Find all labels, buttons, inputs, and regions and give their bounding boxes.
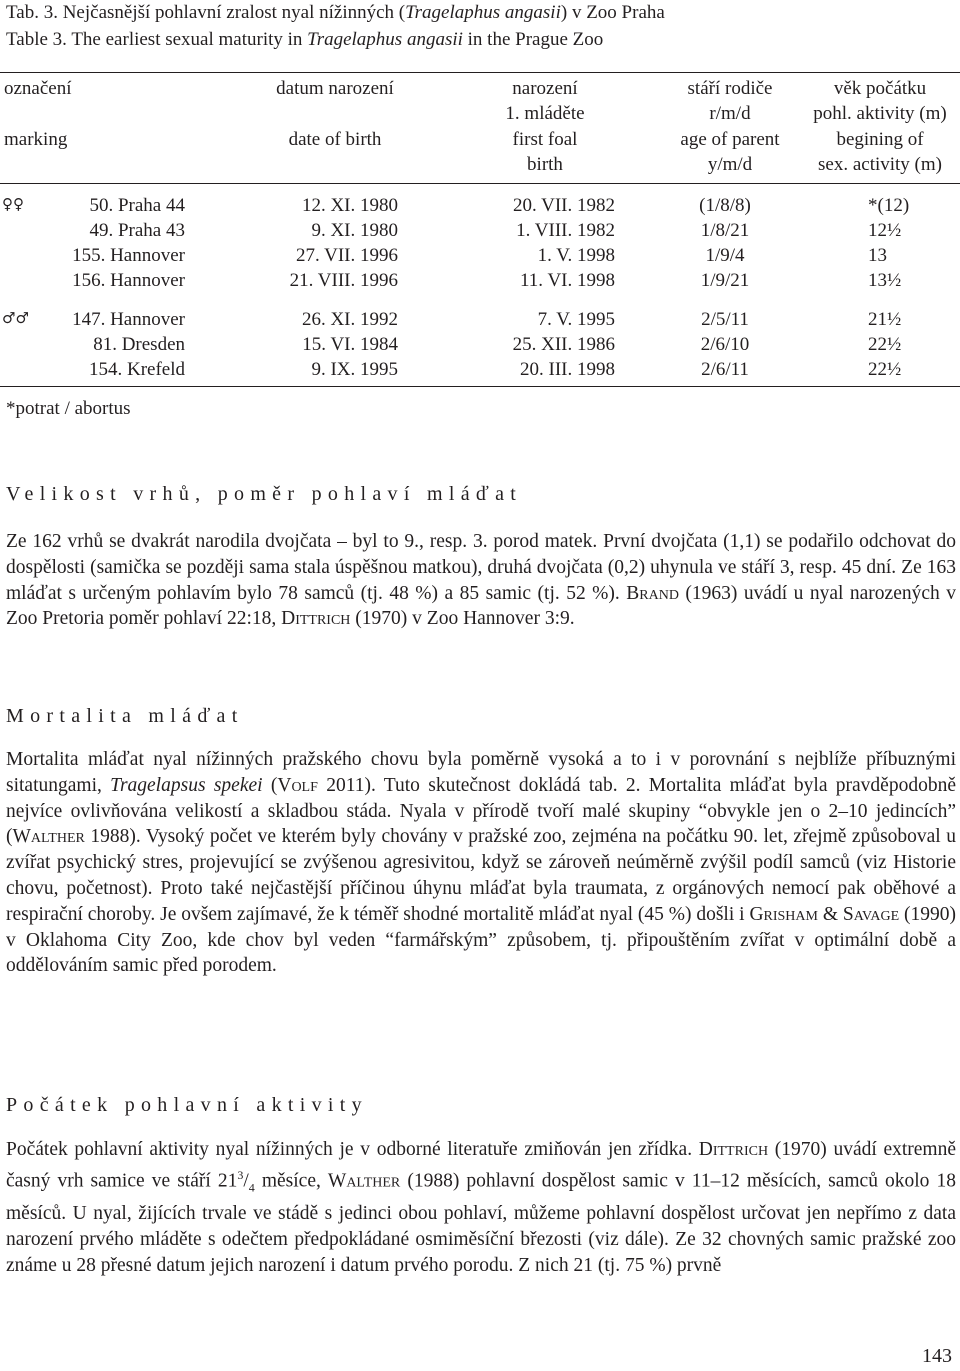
- cell-age: 2/6/11: [701, 359, 749, 380]
- section-paragraph-litter-size: Ze 162 vrhů se dvakrát narodila dvojčata – byl to 9., resp. 3. porod matek. První dvojčata (1,1) se podařilo odchovat do dospělosti (samička se později sama stala úspěšnou matkou), druhá dvojčata (0,2) uhynula ve stáří 3, resp. 45 dní. Ze 163 mláďat s určeným pohlavím bylo 78 samců (tj. 48 %) a 85 samic (tj. 52 %). Brand (1963) uvádí u nyal narozených v Zoo Pretoria poměr pohlaví 22:18, Dittrich (1970) v Zoo Hannover 3:9.: [6, 531, 956, 630]
- cell-onset: 13: [868, 245, 887, 266]
- header-age-cz2: r/m/d: [709, 103, 751, 124]
- cell-onset: 13½: [868, 270, 902, 291]
- table-bottom-rule: [0, 386, 960, 387]
- cell-marking: 154. Krefeld: [88, 359, 185, 380]
- cell-marking: 49. Praha 43: [89, 220, 185, 241]
- cell-onset: 12½: [868, 220, 902, 241]
- section-heading-sexual-activity: Počátek pohlavní aktivity: [6, 1094, 368, 1116]
- cell-dob: 9. XI. 1980: [311, 220, 398, 241]
- cell-first-foal: 20. VII. 1982: [512, 195, 615, 216]
- table-footnote: *potrat / abortus: [6, 398, 131, 419]
- cell-onset: 21½: [868, 309, 902, 330]
- section-heading-litter-size: Velikost vrhů, poměr pohlaví mláďat: [6, 483, 523, 505]
- page-number: 143: [922, 1345, 952, 1367]
- table-top-rule: [0, 72, 960, 73]
- female-symbol-icon: ♀♀: [2, 195, 24, 213]
- cell-age: 1/9/21: [700, 270, 750, 291]
- cell-first-foal: 11. VI. 1998: [520, 270, 615, 291]
- header-firstfoal-cz2: 1. mláděte: [505, 103, 585, 124]
- table-caption-en: Table 3. The earliest sexual maturity in Tragelaphus angasii in the Prague Zoo: [6, 29, 604, 50]
- cell-marking: 147. Hannover: [72, 309, 185, 330]
- header-dob-en: date of birth: [288, 129, 382, 150]
- header-age-cz1: stáří rodiče: [687, 78, 773, 99]
- cell-age: 1/8/21: [700, 220, 750, 241]
- cell-age: (1/8/8): [699, 195, 751, 216]
- section-paragraph-sexual-activity: Počátek pohlavní aktivity nyal nížinných je v odborné literatuře zmiňován jen zřídka. Dittrich (1970) uvádí extremně časný vrh samice ve stáří $21^3/_4$ měsíce, Walther (1988) pohlavní dospělost samic v 11–12 měsících, samců okolo 18 měsíců. U nyal, žijících trvale ve stádě s jedinci obou pohlaví, můžeme pohlavní dospělost určovat jen nepřímo z data narození prvého mláděte s odečtem předpokládané osmiměsíční březosti (viz dále). Ze 32 chovných samic pražské zoo známe u 28 přesné datum jejich narození i datum prvého porodu. Z nich 21 (tj. 75 %) prvně: [6, 1139, 957, 1276]
- cell-age: 2/6/10: [700, 334, 750, 355]
- header-onset-cz2: pohl. aktivity (m): [813, 103, 947, 124]
- cell-dob: 12. XI. 1980: [301, 195, 398, 216]
- header-marking-en: marking: [4, 129, 68, 150]
- cell-onset: *(12): [868, 195, 910, 216]
- cell-onset: 22½: [868, 359, 902, 380]
- section-paragraph-mortality: Mortalita mláďat nyal nížinných pražského chovu byla poměrně vysoká a to i v porovnání s nejblíže příbuznými sitatungami, Tragelapsus spekei (Volf 2011). Tuto skutečnost dokládá tab. 2. Mortalita mláďat byla pravděpodobně nejvíce ovlivňována velikostí a skladbou stáda. Nyala v přírodě tvoří malé skupiny “obvykle jen o 2–10 jedincích” (Walther 1988). Vysoký počet ve kterém byly chovány v pražské zoo, zejména na počátku 90. let, zřejmě způsoboval u zvířat psychický stres, projevující se zvýšenou agresivitou, když se zároveň neúměrně zvýšil podíl samců (viz Historie chovu, početnost). Proto také nejčastější příčinou úhynu mláďat byla traumata, z orgánových nemocí pak oběhové a respirační choroby. Je ovšem zajímavé, že k téměř shodné mortalitě mláďat nyal (45 %) došli i Grisham & Savage (1990) v Oklahoma City Zoo, kde chov byl veden “farmářským” způsobem, tj. připouštěním zvířat v optimální době a oddělováním samic před porodem.: [6, 749, 957, 977]
- cell-dob: 9. IX. 1995: [311, 359, 398, 380]
- cell-first-foal: 1. V. 1998: [537, 245, 615, 266]
- header-dob-cz: datum narození: [276, 78, 394, 99]
- cell-marking: 155. Hannover: [72, 245, 185, 266]
- header-firstfoal-en1: first foal: [512, 129, 578, 150]
- table-caption-cz: Tab. 3. Nejčasnější pohlavní zralost nyal nížinných (Tragelaphus angasii) v Zoo Praha: [6, 2, 665, 23]
- header-onset-cz1: věk počátku: [833, 78, 927, 99]
- cell-onset: 22½: [868, 334, 902, 355]
- header-marking-cz: označení: [4, 78, 72, 99]
- cell-first-foal: 1. VIII. 1982: [516, 220, 615, 241]
- header-firstfoal-en2: birth: [527, 154, 563, 175]
- cell-first-foal: 7. V. 1995: [537, 309, 615, 330]
- table-header-rule: [0, 183, 960, 184]
- cell-dob: 21. VIII. 1996: [289, 270, 398, 291]
- cell-dob: 15. VI. 1984: [302, 334, 398, 355]
- section-heading-mortality: Mortalita mláďat: [6, 705, 244, 727]
- cell-age: 1/9/4: [705, 245, 745, 266]
- header-onset-en1: begining of: [836, 129, 924, 150]
- cell-dob: 26. XI. 1992: [301, 309, 398, 330]
- header-age-en1: age of parent: [680, 129, 780, 150]
- cell-marking: 81. Dresden: [93, 334, 185, 355]
- header-onset-en2: sex. activity (m): [818, 154, 942, 175]
- cell-marking: 156. Hannover: [72, 270, 185, 291]
- male-symbol-icon: ♂♂: [2, 309, 29, 327]
- header-age-en2: y/m/d: [707, 154, 753, 175]
- header-firstfoal-cz1: narození: [512, 78, 578, 99]
- cell-age: 2/5/11: [701, 309, 749, 330]
- cell-marking: 50. Praha 44: [89, 195, 185, 216]
- cell-first-foal: 25. XII. 1986: [512, 334, 615, 355]
- cell-first-foal: 20. III. 1998: [520, 359, 615, 380]
- cell-dob: 27. VII. 1996: [295, 245, 398, 266]
